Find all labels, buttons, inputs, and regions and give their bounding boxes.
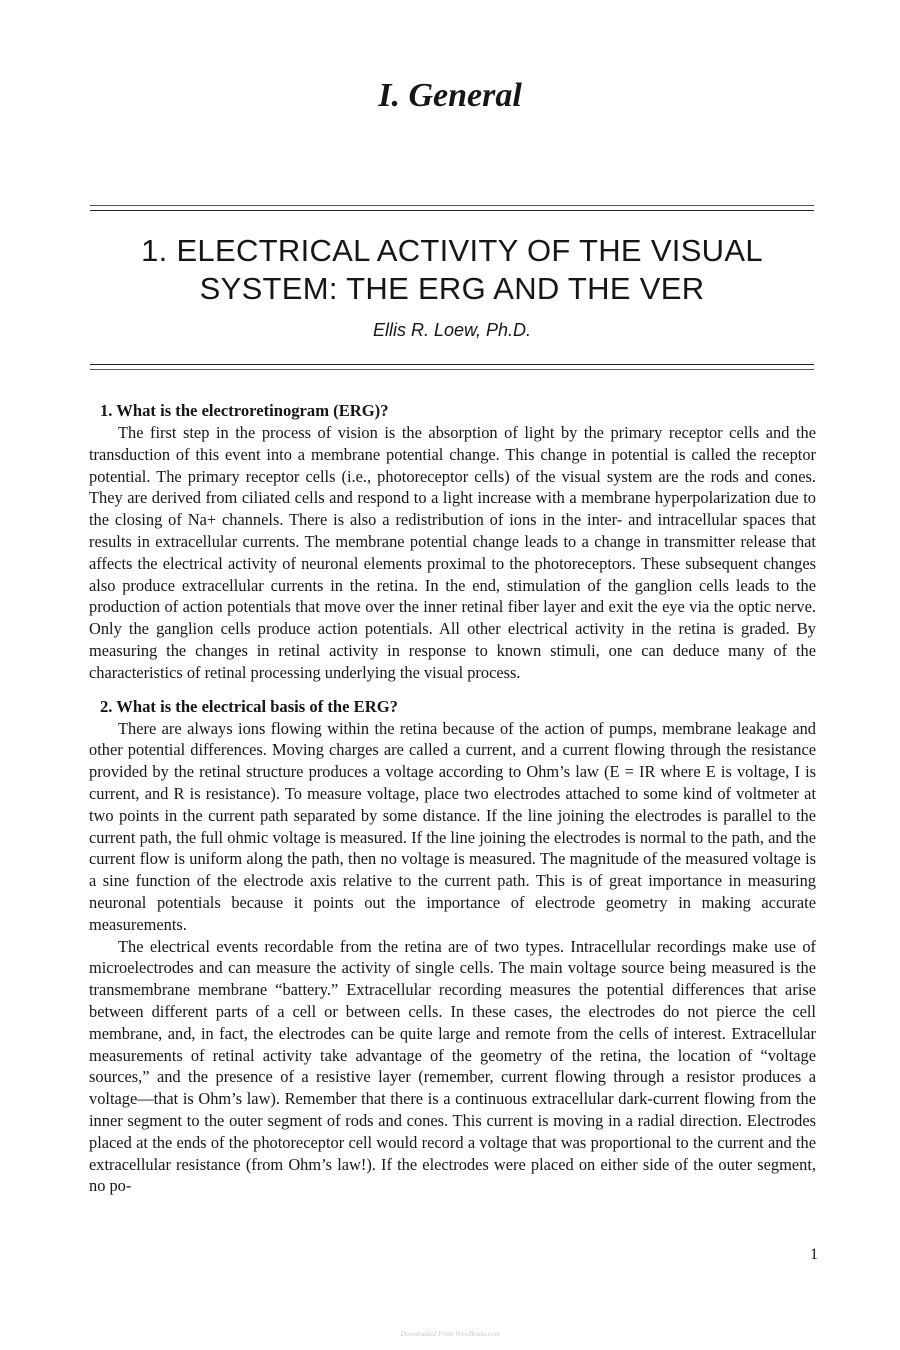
answer-paragraph: The electrical events recordable from the retina are of two types. Intracellular recordings make use of microelectrodes and can measure the activity of single cells. The main voltage source being measured is the transmembrane membrane “battery.” Extracellular recording measures the potential differences that arise between different parts of a cell or between cells. In these cases, the electrodes do not pierce the cell membrane, and, in fact, the electrodes can be quite large and remote from the cells of interest. Extracellular measurements of retinal activity take advantage of the geometry of the retina, the location of “voltage sources,” and the presence of a resistive layer (remember, current flowing through a resistor produces a voltage—that is Ohm’s law). Remember that there is a continuous extracellular dark-current flowing from the inner segment to the outer segment of rods and cones. This current is moving in a radial direction. Electrodes placed at the ends of the photoreceptor cell would record a voltage that was proportional to the current and the extracellular resistance (from Ohm’s law!). If the electrodes were placed on either side of the outer segment, no po- [89, 936, 816, 1196]
page-number: 1 [810, 1246, 818, 1263]
chapter-title-line-1: 1. ELECTRICAL ACTIVITY OF THE VISUAL [141, 233, 763, 268]
question-section-2 [89, 696, 816, 1198]
question-heading: 1. What is the electroretinogram (ERG)? [100, 401, 389, 420]
bottom-double-rule [90, 364, 814, 370]
part-title: I. General [378, 77, 522, 114]
chapter-title-line-2: SYSTEM: THE ERG AND THE VER [199, 271, 705, 306]
answer-paragraph: There are always ions flowing within the retina because of the action of pumps, membrane leakage and other potential differences. Moving charges are called a current, and a current flowing through the resistance provided by the retinal structure produces a voltage according to Ohm’s law (E = IR where E is voltage, I is current, and R is resistance). To measure voltage, place two electrodes attached to some kind of voltmeter at two points in the current path separated by some distance. If the line joining the electrodes is parallel to the current path, the full ohmic voltage is measured. If the line joining the electrodes is normal to the path, and the current flow is uniform along the path, then no voltage is measured. The magnitude of the measured voltage is a sine function of the electrode axis relative to the current path. This is of great importance in measuring neuronal potentials because it points out the importance of electrode geometry in making accurate measurements. [89, 718, 816, 934]
rule-thick [90, 364, 814, 365]
answer-paragraph: The first step in the process of vision is the absorption of light by the primary receptor cells and the transduction of this event into a membrane potential change. This change in potential is called the receptor potential. The primary receptor cells (i.e., photoreceptor cells) of the visual system are the rods and cones. They are derived from ciliated cells and respond to a light increase with a membrane hyperpolarization due to the closing of Na+ channels. There is also a redistribution of ions in the inter- and intracellular spaces that results in extracellular currents. The membrane potential change leads to a change in transmitter release that affects the electrical activity of neuronal elements proximal to the photoreceptors. These subsequent changes also produce extracellular currents in the retina. In the end, stimulation of the ganglion cells leads to the production of action potentials that move over the inner retinal fiber layer and exit the eye via the optic nerve. Only the ganglion cells produce action potentials. All other electrical activity in the retina is graded. By measuring the changes in retinal activity in response to known stimuli, one can deduce many of the characteristics of retinal processing underlying the visual process. [89, 423, 816, 682]
rule-thin [90, 205, 814, 206]
top-double-rule [90, 205, 814, 211]
download-watermark: Downloaded From Vet-eBooks.com [400, 1330, 500, 1338]
question-heading: 2. What is the electrical basis of the ERG? [100, 696, 398, 716]
chapter-title [90, 232, 814, 308]
chapter-body [89, 400, 816, 1197]
author-byline: Ellis R. Loew, Ph.D. [372, 320, 532, 340]
rule-thick [90, 210, 814, 211]
rule-thin [90, 369, 814, 370]
question-section-1 [89, 400, 816, 684]
